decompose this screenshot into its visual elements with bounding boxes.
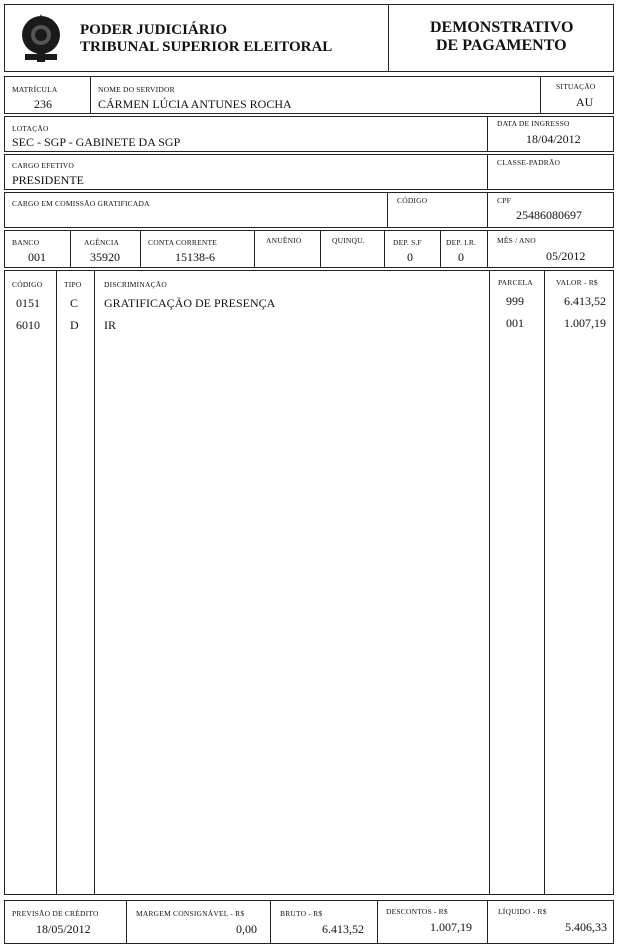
- liquido-value: 5.406,33: [565, 920, 607, 934]
- table-row-parcela: 999: [506, 294, 524, 308]
- row-matricula: [4, 76, 614, 114]
- mes-value: 05/2012: [546, 249, 586, 263]
- divider: [544, 270, 545, 895]
- table-row-tipo: C: [70, 296, 79, 310]
- depsf-value: 0: [407, 250, 413, 264]
- table-header-tipo: TIPO: [64, 280, 82, 289]
- descontos-value: 1.007,19: [430, 920, 472, 934]
- ingresso-label: DATA DE INGRESSO: [497, 119, 570, 128]
- divider: [487, 154, 488, 190]
- divider: [126, 900, 127, 944]
- discount-table: [4, 270, 614, 895]
- cargo-value: PRESIDENTE: [12, 173, 84, 187]
- depir-value: 0: [458, 250, 464, 264]
- situacao-label: SITUAÇÃO: [556, 82, 596, 91]
- previsao-value: 18/05/2012: [36, 922, 91, 936]
- cargo-label: CARGO EFETIVO: [12, 161, 74, 170]
- previsao-label: PREVISÃO DE CRÉDITO: [12, 909, 99, 918]
- depsf-label: DEP. S.F: [393, 238, 422, 247]
- nome-value: CÁRMEN LÚCIA ANTUNES ROCHA: [98, 97, 292, 111]
- quinq-label: QUINQU.: [332, 236, 365, 245]
- divider: [254, 230, 255, 268]
- cpf-label: CPF: [497, 196, 511, 205]
- depir-label: DEP. I.R.: [446, 238, 477, 247]
- table-row-discriminacao: IR: [104, 318, 116, 332]
- matricula-label: MATRÍCULA: [12, 85, 58, 94]
- ingresso-value: 18/04/2012: [526, 132, 581, 146]
- anuenio-label: ANUÊNIO: [266, 236, 302, 245]
- divider: [94, 270, 95, 895]
- divider: [56, 270, 57, 895]
- divider: [384, 230, 385, 268]
- matricula-value: 236: [34, 97, 52, 111]
- divider: [487, 192, 488, 228]
- divider: [540, 76, 541, 114]
- org-name-line1: PODER JUDICIÁRIO: [80, 22, 228, 38]
- divider: [70, 230, 71, 268]
- table-header-discriminacao: DISCRIMINAÇÃO: [104, 280, 168, 289]
- divider: [489, 270, 490, 895]
- situacao-value: AU: [576, 95, 594, 109]
- divider: [487, 230, 488, 268]
- conta-label: CONTA CORRENTE: [148, 238, 218, 247]
- org-name-line2: TRIBUNAL SUPERIOR ELEITORAL: [80, 39, 333, 55]
- divider: [377, 900, 378, 944]
- comissao-label: CARGO EM COMISSÃO GRATIFICADA: [12, 199, 150, 208]
- cpf-value: 25486080697: [516, 208, 582, 222]
- lotacao-label: LOTAÇÃO: [12, 124, 49, 133]
- lotacao-value: SEC - SGP - GABINETE DA SGP: [12, 135, 181, 149]
- divider: [90, 76, 91, 114]
- table-row-valor: 1.007,19: [564, 316, 606, 330]
- table-header-parcela: PARCELA: [498, 278, 533, 287]
- doc-title-line1: DEMONSTRATIVO: [430, 19, 574, 36]
- divider: [440, 230, 441, 268]
- table-row-valor: 6.413,52: [564, 294, 606, 308]
- margem-value: 0,00: [236, 922, 257, 936]
- agencia-value: 35920: [90, 250, 120, 264]
- divider: [270, 900, 271, 944]
- banco-label: BANCO: [12, 238, 40, 247]
- conta-value: 15138-6: [175, 250, 215, 264]
- table-header-valor: VALOR - R$: [556, 278, 598, 287]
- nome-label: NOME DO SERVIDOR: [98, 85, 175, 94]
- table-row-discriminacao: GRATIFICAÇÃO DE PRESENÇA: [104, 296, 276, 310]
- margem-label: MARGEM CONSIGNÁVEL - R$: [136, 909, 245, 918]
- banco-value: 001: [28, 250, 46, 264]
- table-row-tipo: D: [70, 318, 79, 332]
- bruto-value: 6.413,52: [322, 922, 364, 936]
- table-row-codigo: 0151: [16, 296, 40, 310]
- bruto-label: BRUTO - R$: [280, 909, 323, 918]
- codigo-label: CÓDIGO: [397, 196, 428, 205]
- classe-label: CLASSE-PADRÃO: [497, 158, 561, 167]
- doc-title-line2: DE PAGAMENTO: [436, 37, 567, 54]
- descontos-label: DESCONTOS - R$: [386, 907, 448, 916]
- mes-label: MÊS / ANO: [497, 236, 536, 245]
- table-row-codigo: 6010: [16, 318, 40, 332]
- agencia-label: AGÊNCIA: [84, 238, 120, 247]
- divider: [140, 230, 141, 268]
- liquido-label: LÍQUIDO - R$: [498, 907, 547, 916]
- divider: [487, 900, 488, 944]
- divider: [320, 230, 321, 268]
- divider: [487, 116, 488, 152]
- divider: [387, 192, 388, 228]
- table-header-codigo: CÓDIGO: [12, 280, 43, 289]
- coat-of-arms-seal: [16, 12, 66, 64]
- table-row-parcela: 001: [506, 316, 524, 330]
